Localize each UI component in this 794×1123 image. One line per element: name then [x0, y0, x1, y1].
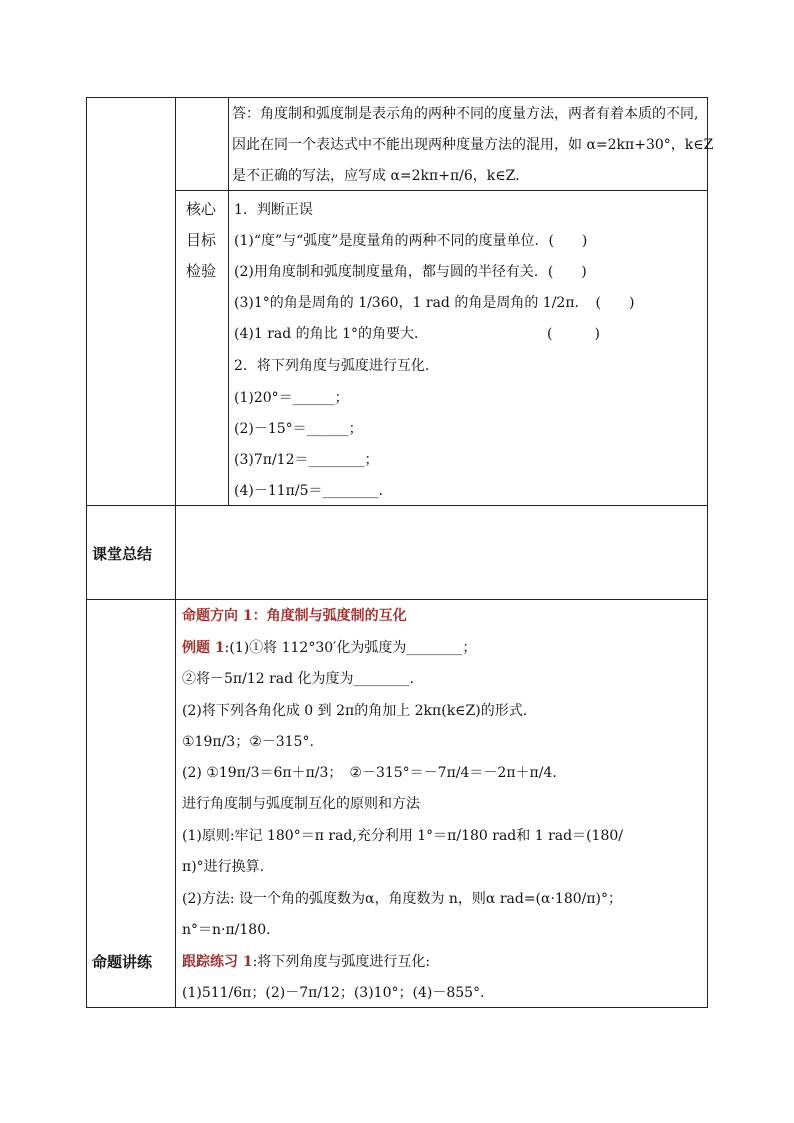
col-divider-1: [175, 97, 176, 1008]
judge-title: 1．判断正误: [234, 202, 313, 218]
rule-2-line-1: (2)方法: 设一个角的弧度数为α，角度数为 n，则α rad=(α·180/π)°；: [182, 891, 623, 907]
example-answer: (2) ①19π/3＝6π＋π/3； ②－315°＝－7π/4＝－2π＋π/4.: [182, 765, 557, 781]
col-divider-2: [228, 97, 229, 505]
follow-practice-line: [182, 952, 430, 972]
convert-title: 2．将下列角度与弧度进行互化.: [234, 358, 430, 374]
rule-1-line-2: π)°进行换算.: [182, 859, 265, 875]
convert-item-1: (1)20°＝______；: [234, 390, 349, 406]
row-divider-1: [86, 505, 708, 506]
rule-1-line-1: (1)原则:牢记 180°＝π rad,充分利用 1°＝π/180 rad和 1 rad＝(180/: [182, 828, 623, 844]
example-line-3: (2)将下列各角化成 0 到 2π的角加上 2kπ(k∈Z)的形式.: [182, 703, 528, 719]
example-line-4: ①19π/3；②－315°.: [182, 734, 314, 750]
rule-2-line-2: n°＝n·π/180.: [182, 922, 271, 938]
judge-item-2: (2)用角度制和弧度制度量角，都与圆的半径有关．( ): [234, 264, 587, 280]
core-label-2: 目标: [186, 231, 217, 249]
core-label-1: 核心: [186, 200, 217, 218]
row-divider-inner: [175, 190, 708, 191]
judge-item-1: (1)“度”与“弧度”是度量角的两种不同的度量单位．( ): [234, 233, 588, 249]
example-line-1: [182, 638, 476, 658]
training-label: 命题讲练: [92, 953, 153, 971]
row-divider-2: [86, 599, 708, 600]
convert-item-4: (4)－11π/5＝________.: [234, 483, 383, 499]
rule-title: 进行角度制与弧度制互化的原则和方法: [182, 796, 420, 812]
topic-heading: 命题方向 1：角度制与弧度制的互化: [182, 608, 407, 624]
answer-line-3: 是不正确的写法，应写成 α=2kπ+π/6，k∈Z.: [232, 168, 520, 184]
judge-item-4: (4)1 rad 的角比 1°的角要大． ( ): [234, 326, 600, 342]
answer-line-2: 因此在同一个表达式中不能出现两种度量方法的混用，如 α=2kπ+30°，k∈Z: [232, 137, 714, 153]
convert-item-3: (3)7π/12＝________；: [234, 452, 379, 468]
core-label-3: 检验: [186, 262, 217, 280]
example-line-1-text: :(1)①将 112°30′化为弧度为________；: [224, 640, 477, 656]
judge-item-3: (3)1°的角是周角的 1/360，1 rad 的角是周角的 1/2π． ( ): [234, 295, 635, 311]
follow-prefix: 跟踪练习 1: [182, 954, 253, 970]
example-prefix: 例题 1: [182, 640, 225, 656]
summary-label: 课堂总结: [92, 545, 153, 563]
example-line-2: ②将－5π/12 rad 化为度为________.: [182, 671, 414, 687]
convert-item-2: (2)－15°＝______；: [234, 421, 363, 437]
answer-line-1: 答：角度制和弧度制是表示角的两种不同的度量方法，两者有着本质的不同,: [232, 106, 699, 122]
follow-suffix: :将下列角度与弧度进行互化:: [252, 954, 431, 970]
follow-items: (1)511/6π；(2)－7π/12；(3)10°；(4)－855°.: [182, 985, 485, 1001]
